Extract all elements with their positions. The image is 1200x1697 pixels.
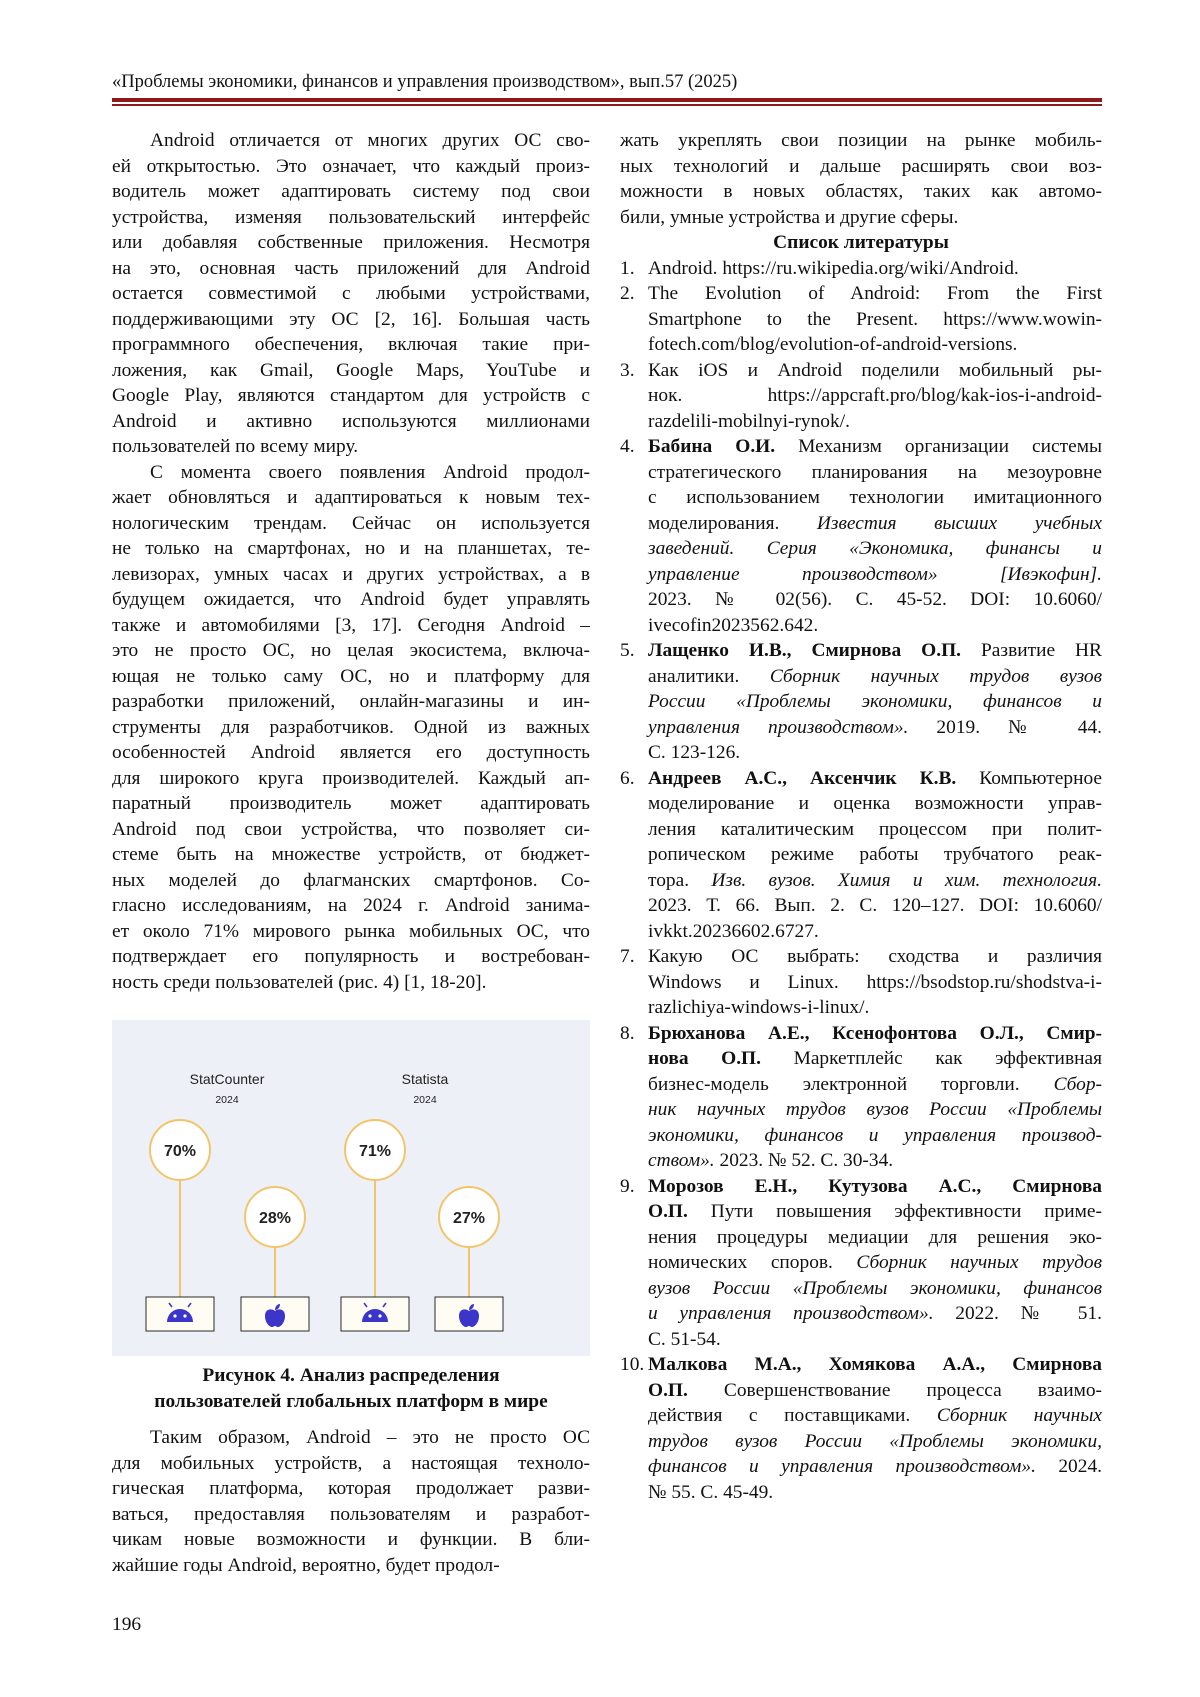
reference-number: 4. (620, 436, 635, 457)
text-line: Таким образом, Android – это не просто ОС (150, 1427, 590, 1448)
reference-fragment: Лащенко И.В., Смирнова О.П. (648, 640, 962, 661)
text-line: гическая платформа, которая продолжает разви- (112, 1478, 590, 1499)
reference-line (648, 842, 1102, 868)
reference-fragment: Как iOS и Android поделили мобильный ры- (648, 359, 1102, 381)
reference-line (648, 587, 1102, 613)
reference-item (620, 944, 1102, 1021)
group-source-label: StatCounter (189, 1071, 265, 1087)
reference-fragment: Бабина О.И. (648, 436, 776, 457)
reference-fragment: Какую ОС выбрать: сходства и различия (648, 946, 1102, 967)
reference-fragment: Сборник научных трудов (856, 1252, 1102, 1273)
reference-item (620, 434, 1102, 638)
reference-line (648, 791, 1102, 817)
text-line: пользователей по всему миру. (112, 436, 359, 457)
reference-line (648, 434, 1102, 460)
reference-line (648, 1454, 1102, 1480)
reference-fragment: заведений. Серия «Экономика, финансы и (648, 538, 1102, 559)
reference-line (648, 1378, 1102, 1404)
reference-fragment: razlichiya-windows-i-linux/. (648, 997, 870, 1018)
reference-line (648, 766, 1102, 792)
page-number: 196 (112, 1614, 142, 1635)
reference-item (620, 1174, 1102, 1353)
reference-fragment: ivkkt.20236602.6727. (648, 920, 819, 942)
right-column (620, 128, 1102, 1505)
text-line: струменты для разработчиков. Одной из важных (112, 716, 590, 738)
reference-fragment: нова О.П. (648, 1048, 761, 1069)
reference-fragment: Совершенствование процесса взаимо- (687, 1379, 1102, 1401)
reference-fragment: Пути повышения эффективности приме- (687, 1201, 1102, 1222)
caption-line: Рисунок 4. Анализ распределения (202, 1365, 500, 1386)
reference-line (648, 715, 1102, 741)
reference-line (648, 613, 1102, 639)
reference-fragment: действия с поставщиками. (648, 1405, 937, 1426)
reference-number: 1. (620, 257, 635, 279)
reference-fragment: ivecofin2023562.642. (648, 614, 819, 636)
reference-fragment: 2024. (1035, 1456, 1102, 1477)
reference-line (648, 485, 1102, 511)
text-line: нологическим трендам. Сейчас он используется (112, 512, 590, 534)
reference-number: 7. (620, 946, 635, 967)
reference-line (648, 1046, 1102, 1072)
running-header: «Проблемы экономики, финансов и управления производством», вып.57 (2025) (112, 72, 738, 92)
reference-line (648, 1148, 1102, 1174)
reference-fragment: Маркетплейс как эффективная (761, 1048, 1102, 1069)
reference-line (648, 689, 1102, 715)
text-line: чикам новые возможности и функции. В бли- (112, 1529, 590, 1550)
text-line: били, умные устройства и другие сферы. (620, 206, 959, 228)
text-line: Google Play, являются стандартом для устройств с (112, 385, 590, 406)
reference-fragment: 2022. № 51. (933, 1303, 1102, 1324)
reference-fragment: экономики, финансов и управления производ- (648, 1124, 1102, 1146)
reference-fragment: моделирования. (648, 512, 817, 534)
reference-fragment: 2023. Т. 66. Вып. 2. С. 120–127. DOI: 10.6060/ (648, 895, 1102, 916)
reference-line (648, 868, 1102, 894)
reference-fragment: Брюханова А.Е., Ксенофонтова О.Л., Смир- (648, 1022, 1102, 1044)
reference-line (648, 1352, 1102, 1378)
reference-item (620, 1021, 1102, 1174)
ios-share-label: 28% (258, 1210, 292, 1227)
header-rule-thick (112, 98, 1102, 102)
reference-fragment: управление производством» [Ивэкофин]. (648, 563, 1102, 585)
reference-fragment: стратегического планирования на мезоуровне (648, 461, 1102, 483)
text-line: жать укреплять свои позиции на рынке мобиль- (620, 130, 1102, 151)
reference-line (648, 638, 1102, 664)
reference-number: 2. (620, 283, 635, 304)
text-line: можности в новых областях, таких как автомо- (620, 181, 1102, 202)
text-line: жайшие годы Android, вероятно, будет продол- (112, 1554, 500, 1576)
reference-fragment: Windows и Linux. https://bsodstop.ru/shodstva-i- (648, 971, 1102, 993)
paragraph-2 (112, 460, 590, 996)
android-share-label: 71% (358, 1143, 392, 1160)
text-line: левизорах, умных часах и других устройствах, а в (112, 563, 590, 585)
ios-share-label: 27% (452, 1210, 486, 1227)
text-line: устройства, изменяя пользовательский интерфейс (112, 206, 590, 228)
reference-fragment: Android. https://ru.wikipedia.org/wiki/Android. (648, 257, 1019, 279)
reference-fragment: О.П. (648, 1201, 688, 1222)
reference-line (648, 919, 1102, 945)
reference-fragment: аналитики. (648, 665, 770, 687)
reference-fragment: The Evolution of Android: From the First (648, 283, 1102, 304)
reference-fragment: Сборник научных (936, 1405, 1102, 1426)
reference-line (648, 1276, 1102, 1302)
caption-line: пользователей глобальных платформ в мире (154, 1390, 548, 1412)
text-line: Android отличается от многих других ОС сво- (150, 130, 590, 151)
text-line: гласно исследованиям, на 2024 г. Android занима- (112, 895, 590, 916)
reference-number: 6. (620, 767, 635, 789)
text-line: остается совместимой с любыми устройствами, (112, 283, 590, 304)
text-line: это не просто ОС, но целая экосистема, включа- (112, 640, 590, 661)
reference-line (648, 1199, 1102, 1225)
reference-item (620, 1352, 1102, 1505)
reference-fragment: Развитие HR (961, 640, 1102, 661)
reference-fragment: номических споров. (648, 1252, 857, 1273)
reference-number: 9. (620, 1175, 635, 1197)
reference-item (620, 638, 1102, 766)
reference-fragment: Механизм организации системы (775, 436, 1102, 457)
text-line: также и автомобилями [3, 17]. Сегодня Android – (112, 614, 590, 636)
left-column (112, 128, 590, 995)
paragraph-3 (112, 1425, 590, 1578)
reference-fragment: ник научных трудов вузов России «Проблемы (648, 1099, 1102, 1120)
text-line: Android и активно используются миллионами (112, 410, 590, 432)
reference-line (648, 307, 1102, 333)
reference-fragment: моделирование и оценка возможности управ- (648, 793, 1102, 814)
reference-line (648, 1021, 1102, 1047)
reference-line (648, 1480, 1102, 1506)
group-year-label: 2024 (215, 1094, 239, 1106)
text-line: стеме быть на множестве устройств, от бюджет- (112, 844, 590, 865)
reference-fragment: Сборник научных трудов вузов (769, 665, 1102, 687)
reference-number: 10. (620, 1354, 645, 1375)
reference-fragment: управления производством». (648, 716, 909, 738)
reference-fragment: 2019. № 44. (908, 716, 1102, 738)
text-line: ных моделей до флагманских смартфонов. Со- (112, 869, 590, 891)
text-line: ет около 71% мирового рынка мобильных ОС, что (112, 920, 590, 942)
text-line: ваться, предоставляя пользователям и разработ- (112, 1503, 590, 1525)
reference-number: 3. (620, 359, 635, 381)
reference-fragment: Smartphone to the Present. https://www.wowin- (648, 308, 1102, 330)
figure-caption (112, 1363, 590, 1414)
reference-number: 8. (620, 1022, 635, 1044)
text-line: для мобильных устройств, а настоящая техноло- (112, 1452, 590, 1474)
reference-fragment: с использованием технологии имитационного (648, 487, 1102, 508)
reference-line (648, 817, 1102, 843)
reference-fragment: России «Проблемы экономики, финансов и (648, 691, 1102, 712)
reference-line (648, 562, 1102, 588)
text-line: водитель может адаптировать систему под свои (112, 181, 590, 202)
reference-line (648, 944, 1102, 970)
text-line: паратный производитель может адаптировать (112, 793, 590, 814)
reference-fragment: нения процедуры медиации для решения эко- (648, 1226, 1102, 1248)
reference-fragment: Изв. вузов. Химия и хим. технология. (711, 869, 1102, 891)
reference-line (648, 1403, 1102, 1429)
reference-fragment: вузов России «Проблемы экономики, финансов (648, 1277, 1102, 1299)
reference-fragment: бизнес-модель электронной торговли. (648, 1073, 1054, 1095)
reference-number: 5. (620, 640, 635, 661)
left-column-bottom (112, 1425, 590, 1578)
text-line: на это, основная часть приложений для Android (112, 257, 590, 279)
text-line: поддерживающими эту ОС [2, 16]. Большая часть (112, 308, 590, 330)
text-line: разработки приложений, онлайн-магазины и ин- (112, 691, 590, 712)
text-line: или добавляя собственные приложения. Несмотря (112, 232, 590, 253)
text-line: ей открытостью. Это означает, что каждый произ- (112, 155, 590, 177)
reference-line (648, 511, 1102, 537)
reference-line (648, 1174, 1102, 1200)
reference-line (648, 664, 1102, 690)
reference-fragment: тора. (648, 869, 712, 891)
text-line: жает обновляться и адаптироваться к новым тех- (112, 487, 590, 508)
reference-fragment: Морозов Е.Н., Кутузова А.С., Смирнова (648, 1175, 1102, 1197)
reference-item (620, 358, 1102, 435)
reference-fragment: Андреев А.С., Аксенчик К.В. (648, 767, 957, 789)
text-line: особенностей Android является его доступность (112, 742, 590, 763)
reference-fragment: fotech.com/blog/evolution-of-android-versions. (648, 334, 1018, 355)
reference-fragment: ством». (648, 1150, 715, 1171)
reference-line (648, 1123, 1102, 1149)
reference-line (648, 460, 1102, 486)
reference-line (648, 1429, 1102, 1455)
references-title: Список литературы (773, 232, 949, 253)
text-line: подтверждает его популярность и востребован- (112, 946, 590, 967)
reference-line (648, 1301, 1102, 1327)
reference-fragment: О.П. (648, 1379, 688, 1401)
reference-line (648, 970, 1102, 996)
reference-line (648, 995, 1102, 1021)
reference-line (648, 409, 1102, 435)
paragraph-continued (620, 128, 1102, 230)
reference-fragment: 2023. № 52. С. 30-34. (714, 1150, 894, 1171)
reference-line (648, 383, 1102, 409)
text-line: ложения, как Gmail, Google Maps, YouTube и (112, 359, 590, 381)
text-line: ющая не только саму ОС, но и платформу для (112, 665, 590, 687)
reference-line (648, 358, 1102, 384)
reference-item (620, 766, 1102, 945)
header-rule-thin (112, 104, 1102, 106)
text-line: ных технологий и дальше расширять свои воз- (620, 155, 1102, 177)
reference-line (648, 1250, 1102, 1276)
reference-fragment: ления каталитическим процессом при полит- (648, 818, 1102, 840)
reference-line (648, 1225, 1102, 1251)
reference-fragment: трудов вузов России «Проблемы экономики, (648, 1430, 1102, 1452)
reference-item (620, 256, 1102, 282)
android-share-label: 70% (163, 1143, 197, 1160)
text-line: для широкого круга производителей. Каждый ап- (112, 767, 590, 789)
paragraph-1 (112, 128, 590, 460)
market-share-chart (112, 1020, 590, 1356)
reference-fragment: Компьютерное (956, 767, 1102, 789)
reference-fragment: Известия высших учебных (816, 512, 1103, 534)
reference-fragment: Малкова М.А., Хомякова А.А., Смирнова (648, 1354, 1102, 1375)
text-line: программного обеспечения, включая такие при- (112, 334, 590, 355)
reference-fragment: razdelili-mobilnyi-rynok/. (648, 410, 850, 432)
reference-line (648, 256, 1102, 282)
reference-fragment: № 55. С. 45-49. (648, 1481, 774, 1503)
reference-line (648, 281, 1102, 307)
reference-line (648, 1327, 1102, 1353)
reference-fragment: С. 123-126. (648, 742, 741, 763)
references-list (620, 256, 1102, 1506)
reference-fragment: нок. https://appcraft.pro/blog/kak-ios-i-android- (648, 385, 1102, 406)
text-line: С момента своего появления Android продол- (150, 461, 590, 483)
text-line: ность среди пользователей (рис. 4) [1, 18-20]. (112, 971, 487, 993)
reference-line (648, 536, 1102, 562)
reference-fragment: ропическом режиме работы трубчатого реак- (648, 844, 1102, 865)
reference-line (648, 893, 1102, 919)
reference-fragment: С. 51-54. (648, 1328, 721, 1350)
reference-line (648, 1097, 1102, 1123)
reference-fragment: 2023. № 02(56). С. 45-52. DOI: 10.6060/ (648, 589, 1102, 610)
reference-fragment: финансов и управления производством». (648, 1456, 1036, 1477)
reference-fragment: Сбор- (1053, 1073, 1102, 1095)
figure-4 (112, 1020, 590, 1356)
group-source-label: Statista (401, 1071, 449, 1087)
text-line: не только на смартфонах, но и на планшетах, те- (112, 538, 590, 559)
reference-line (648, 332, 1102, 358)
reference-line (648, 740, 1102, 766)
text-line: Android под свои устройства, что позволяет си- (112, 818, 590, 840)
group-year-label: 2024 (413, 1094, 437, 1106)
text-line: будущем ожидается, что Android будет управлять (112, 589, 590, 610)
reference-item (620, 281, 1102, 358)
reference-fragment: и управления производством». (648, 1303, 934, 1324)
reference-line (648, 1072, 1102, 1098)
